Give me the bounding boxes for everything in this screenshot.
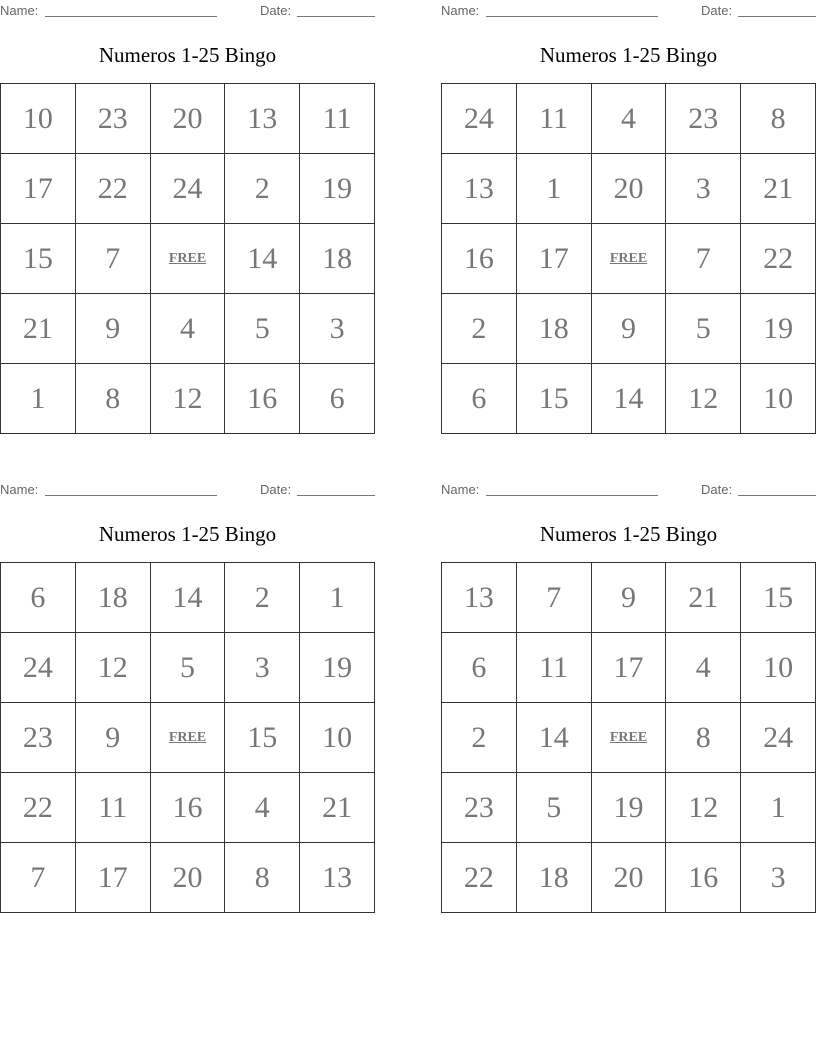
date-label: Date: [260, 482, 292, 497]
bingo-cell: 16 [150, 773, 225, 843]
bingo-cell: 5 [666, 294, 741, 364]
name-label: Name: [441, 482, 480, 497]
bingo-cell: 14 [150, 563, 225, 633]
card-title: Numeros 1-25 Bingo [98, 43, 277, 67]
bingo-cell: 2 [442, 703, 517, 773]
bingo-cell: 1 [1, 364, 76, 434]
bingo-cell: 2 [442, 294, 517, 364]
bingo-cell: 7 [1, 843, 76, 913]
bingo-cell: 8 [225, 843, 300, 913]
bingo-cell: 17 [516, 224, 591, 294]
bingo-cell: 18 [516, 294, 591, 364]
bingo-card [441, 0, 816, 434]
bingo-cell: 6 [442, 633, 517, 703]
name-label: Name: [0, 482, 39, 497]
bingo-row [1, 633, 375, 703]
bingo-cell: 9 [591, 563, 666, 633]
date-field-line [297, 482, 375, 496]
bingo-cell: 4 [591, 84, 666, 154]
bingo-cell: 2 [225, 154, 300, 224]
bingo-cell: 21 [741, 154, 816, 224]
bingo-cell: 5 [150, 633, 225, 703]
name-field-line [486, 482, 658, 496]
bingo-cell: 13 [225, 84, 300, 154]
bingo-row [1, 843, 375, 913]
bingo-cell: 17 [1, 154, 76, 224]
bingo-row [442, 563, 816, 633]
date-field-line [738, 3, 816, 17]
bingo-cell: 8 [741, 84, 816, 154]
bingo-cell: 9 [75, 294, 150, 364]
bingo-cell: 2 [225, 563, 300, 633]
bingo-cell: 24 [442, 84, 517, 154]
bingo-cell: 10 [741, 364, 816, 434]
free-space: FREE [591, 703, 666, 773]
name-field-line [45, 482, 217, 496]
bingo-grid [441, 562, 816, 913]
bingo-cell: 22 [75, 154, 150, 224]
bingo-cell: 3 [666, 154, 741, 224]
bingo-cell: 21 [666, 563, 741, 633]
bingo-cell: 15 [1, 224, 76, 294]
bingo-cell: 5 [516, 773, 591, 843]
bingo-cell: 18 [75, 563, 150, 633]
bingo-row [442, 773, 816, 843]
bingo-cell: 23 [666, 84, 741, 154]
bingo-cell: 15 [516, 364, 591, 434]
bingo-row [1, 364, 375, 434]
bingo-card [0, 479, 375, 913]
date-label: Date: [701, 482, 733, 497]
bingo-cell: 10 [741, 633, 816, 703]
free-space: FREE [150, 703, 225, 773]
bingo-cell: 12 [666, 773, 741, 843]
bingo-row [442, 633, 816, 703]
card-header [441, 0, 816, 22]
bingo-cell: 19 [741, 294, 816, 364]
bingo-cell: 13 [442, 563, 517, 633]
bingo-cell: 21 [300, 773, 375, 843]
bingo-cell: 16 [666, 843, 741, 913]
bingo-cell: 9 [75, 703, 150, 773]
bingo-cell: 13 [442, 154, 517, 224]
bingo-cell: 22 [442, 843, 517, 913]
bingo-cell: 20 [150, 843, 225, 913]
card-header [0, 0, 375, 22]
bingo-row [442, 294, 816, 364]
bingo-cell: 16 [442, 224, 517, 294]
bingo-cell: 24 [741, 703, 816, 773]
bingo-cell: 9 [591, 294, 666, 364]
bingo-cell: 20 [591, 154, 666, 224]
bingo-cell: 6 [300, 364, 375, 434]
bingo-cell: 3 [741, 843, 816, 913]
bingo-row [1, 154, 375, 224]
bingo-cell: 19 [300, 154, 375, 224]
bingo-row [442, 364, 816, 434]
bingo-row [442, 154, 816, 224]
bingo-cell: 10 [1, 84, 76, 154]
bingo-cell: 17 [75, 843, 150, 913]
bingo-cell: 12 [150, 364, 225, 434]
bingo-cell: 11 [75, 773, 150, 843]
bingo-cell: 24 [150, 154, 225, 224]
bingo-row [442, 703, 816, 773]
bingo-cell: 14 [225, 224, 300, 294]
name-field-line [486, 3, 658, 17]
name-label: Name: [0, 3, 39, 18]
card-title: Numeros 1-25 Bingo [98, 522, 277, 546]
bingo-cell: 12 [666, 364, 741, 434]
bingo-cell: 7 [666, 224, 741, 294]
bingo-cell: 4 [225, 773, 300, 843]
bingo-cell: 18 [516, 843, 591, 913]
bingo-row [442, 843, 816, 913]
bingo-cell: 4 [150, 294, 225, 364]
bingo-cell: 19 [300, 633, 375, 703]
bingo-row [442, 224, 816, 294]
bingo-row [1, 563, 375, 633]
bingo-cell: 1 [516, 154, 591, 224]
bingo-cell: 21 [1, 294, 76, 364]
bingo-cell: 14 [516, 703, 591, 773]
bingo-cell: 24 [1, 633, 76, 703]
name-label: Name: [441, 3, 480, 18]
bingo-cell: 23 [1, 703, 76, 773]
bingo-cell: 11 [516, 84, 591, 154]
card-header [0, 479, 375, 501]
bingo-row [1, 703, 375, 773]
bingo-cell: 22 [741, 224, 816, 294]
card-header [441, 479, 816, 501]
bingo-cell: 11 [516, 633, 591, 703]
bingo-cell: 20 [150, 84, 225, 154]
bingo-row [1, 773, 375, 843]
bingo-cell: 20 [591, 843, 666, 913]
bingo-cell: 19 [591, 773, 666, 843]
bingo-cell: 3 [225, 633, 300, 703]
bingo-cell: 15 [225, 703, 300, 773]
bingo-cell: 23 [442, 773, 517, 843]
bingo-cell: 16 [225, 364, 300, 434]
bingo-cell: 6 [442, 364, 517, 434]
card-title: Numeros 1-25 Bingo [539, 43, 718, 67]
bingo-cell: 6 [1, 563, 76, 633]
bingo-cell: 11 [300, 84, 375, 154]
bingo-cell: 8 [666, 703, 741, 773]
name-field-line [45, 3, 217, 17]
bingo-grid [0, 562, 375, 913]
bingo-cell: 22 [1, 773, 76, 843]
date-label: Date: [260, 3, 292, 18]
bingo-row [1, 294, 375, 364]
bingo-row [442, 84, 816, 154]
bingo-grid [0, 83, 375, 434]
card-title: Numeros 1-25 Bingo [539, 522, 718, 546]
bingo-cell: 12 [75, 633, 150, 703]
bingo-row [1, 84, 375, 154]
free-space: FREE [150, 224, 225, 294]
bingo-row [1, 224, 375, 294]
date-field-line [738, 482, 816, 496]
date-label: Date: [701, 3, 733, 18]
bingo-cell: 8 [75, 364, 150, 434]
bingo-cell: 3 [300, 294, 375, 364]
bingo-cell: 10 [300, 703, 375, 773]
bingo-card [0, 0, 375, 434]
bingo-cell: 1 [741, 773, 816, 843]
bingo-cell: 17 [591, 633, 666, 703]
bingo-cell: 5 [225, 294, 300, 364]
bingo-cell: 15 [741, 563, 816, 633]
bingo-cell: 13 [300, 843, 375, 913]
bingo-cell: 23 [75, 84, 150, 154]
bingo-cell: 7 [516, 563, 591, 633]
bingo-grid [441, 83, 816, 434]
date-field-line [297, 3, 375, 17]
bingo-cell: 4 [666, 633, 741, 703]
bingo-cell: 18 [300, 224, 375, 294]
free-space: FREE [591, 224, 666, 294]
bingo-cell: 7 [75, 224, 150, 294]
bingo-card [441, 479, 816, 913]
bingo-cell: 1 [300, 563, 375, 633]
bingo-cell: 14 [591, 364, 666, 434]
